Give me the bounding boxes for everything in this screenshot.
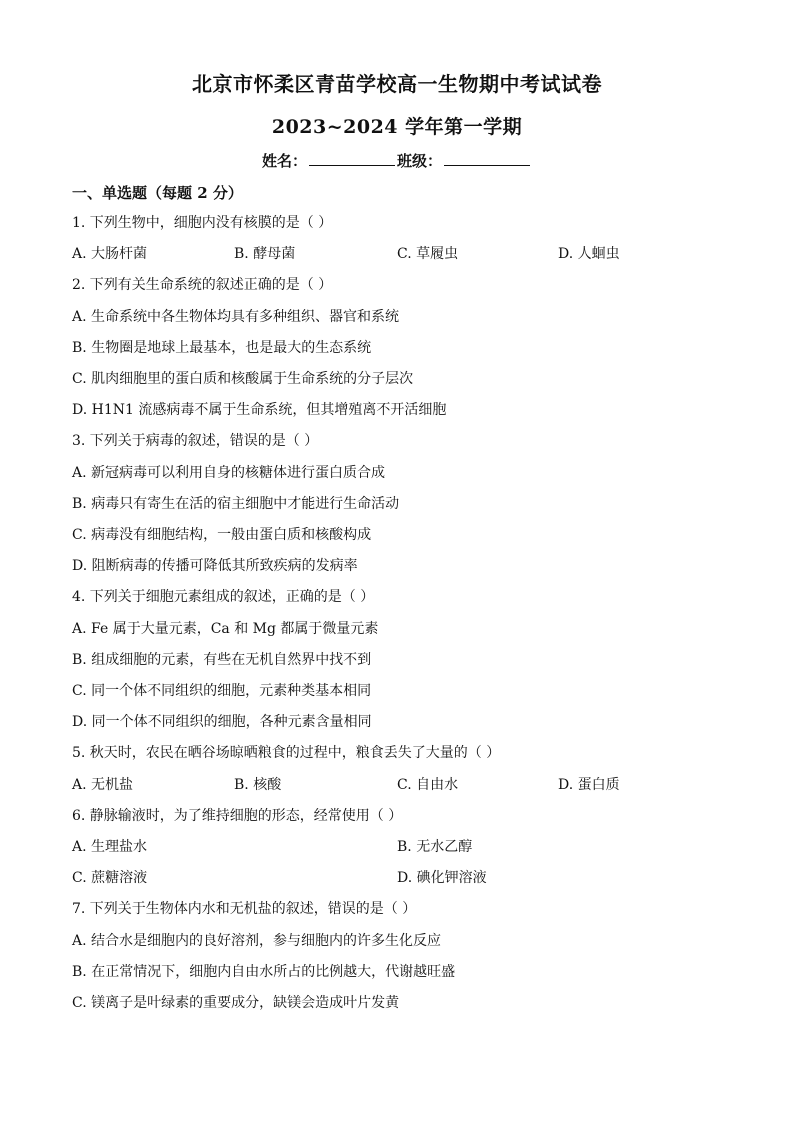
option: B. 核酸	[234, 777, 282, 793]
option: D. 蛋白质	[558, 777, 620, 793]
question-stem: 5. 秋天时，农民在晒谷场晾晒粮食的过程中，粮食丢失了大量的（ ）	[72, 745, 501, 761]
question-stem: 3. 下列关于病毒的叙述，错误的是（ ）	[72, 433, 319, 449]
option: A. Fe 属于大量元素，Ca 和 Mg 都属于微量元素	[72, 621, 379, 637]
option: C. 自由水	[397, 777, 459, 793]
option: C. 蔗糖溶液	[72, 870, 148, 886]
option: A. 结合水是细胞内的良好溶剂，参与细胞内的许多生化反应	[72, 933, 442, 949]
option: D. 同一个体不同组织的细胞，各种元素含量相同	[72, 714, 372, 730]
option: A. 大肠杆菌	[72, 246, 148, 262]
class-blank	[444, 151, 530, 166]
option: C. 病毒没有细胞结构，一般由蛋白质和核酸构成	[72, 527, 372, 543]
option: B. 在正常情况下，细胞内自由水所占的比例越大，代谢越旺盛	[72, 964, 456, 980]
exam-subtitle: 2023~2024 学年第一学期	[271, 116, 523, 138]
section-title: 一、单选题（每题 2 分）	[72, 184, 243, 202]
option: A. 生理盐水	[72, 839, 148, 855]
name-label: 姓名：	[261, 152, 307, 170]
name-blank	[309, 151, 395, 166]
question-stem: 2. 下列有关生命系统的叙述正确的是（ ）	[72, 277, 333, 293]
option: B. 酵母菌	[234, 246, 296, 262]
option: D. 碘化钾溶液	[397, 870, 487, 886]
option: C. 肌肉细胞里的蛋白质和核酸属于生命系统的分子层次	[72, 371, 414, 387]
option: B. 组成细胞的元素，有些在无机自然界中找不到	[72, 652, 372, 668]
option: B. 无水乙醇	[397, 839, 473, 855]
exam-title: 北京市怀柔区青苗学校高一生物期中考试试卷	[192, 72, 602, 96]
question-stem: 4. 下列关于细胞元素组成的叙述，正确的是（ ）	[72, 589, 375, 605]
question-stem: 6. 静脉输液时，为了维持细胞的形态，经常使用（ ）	[72, 808, 403, 824]
option: B. 生物圈是地球上最基本，也是最大的生态系统	[72, 340, 372, 356]
option: D. H1N1 流感病毒不属于生命系统，但其增殖离不开活细胞	[72, 402, 447, 418]
question-stem: 1. 下列生物中，细胞内没有核膜的是（ ）	[72, 215, 333, 231]
option: A. 无机盐	[72, 777, 134, 793]
option: A. 新冠病毒可以利用自身的核糖体进行蛋白质合成	[72, 465, 386, 481]
option: C. 同一个体不同组织的细胞，元素种类基本相同	[72, 683, 372, 699]
student-info-line	[0, 150, 794, 171]
option: A. 生命系统中各生物体均具有多种组织、器官和系统	[72, 309, 400, 325]
option: B. 病毒只有寄生在活的宿主细胞中才能进行生命活动	[72, 496, 400, 512]
question-stem: 7. 下列关于生物体内水和无机盐的叙述，错误的是（ ）	[72, 901, 417, 917]
option: C. 草履虫	[397, 246, 459, 262]
option: D. 阻断病毒的传播可降低其所致疾病的发病率	[72, 558, 358, 574]
class-label: 班级：	[397, 152, 443, 170]
option: D. 人蛔虫	[558, 246, 620, 262]
option: C. 镁离子是叶绿素的重要成分，缺镁会造成叶片发黄	[72, 995, 400, 1011]
